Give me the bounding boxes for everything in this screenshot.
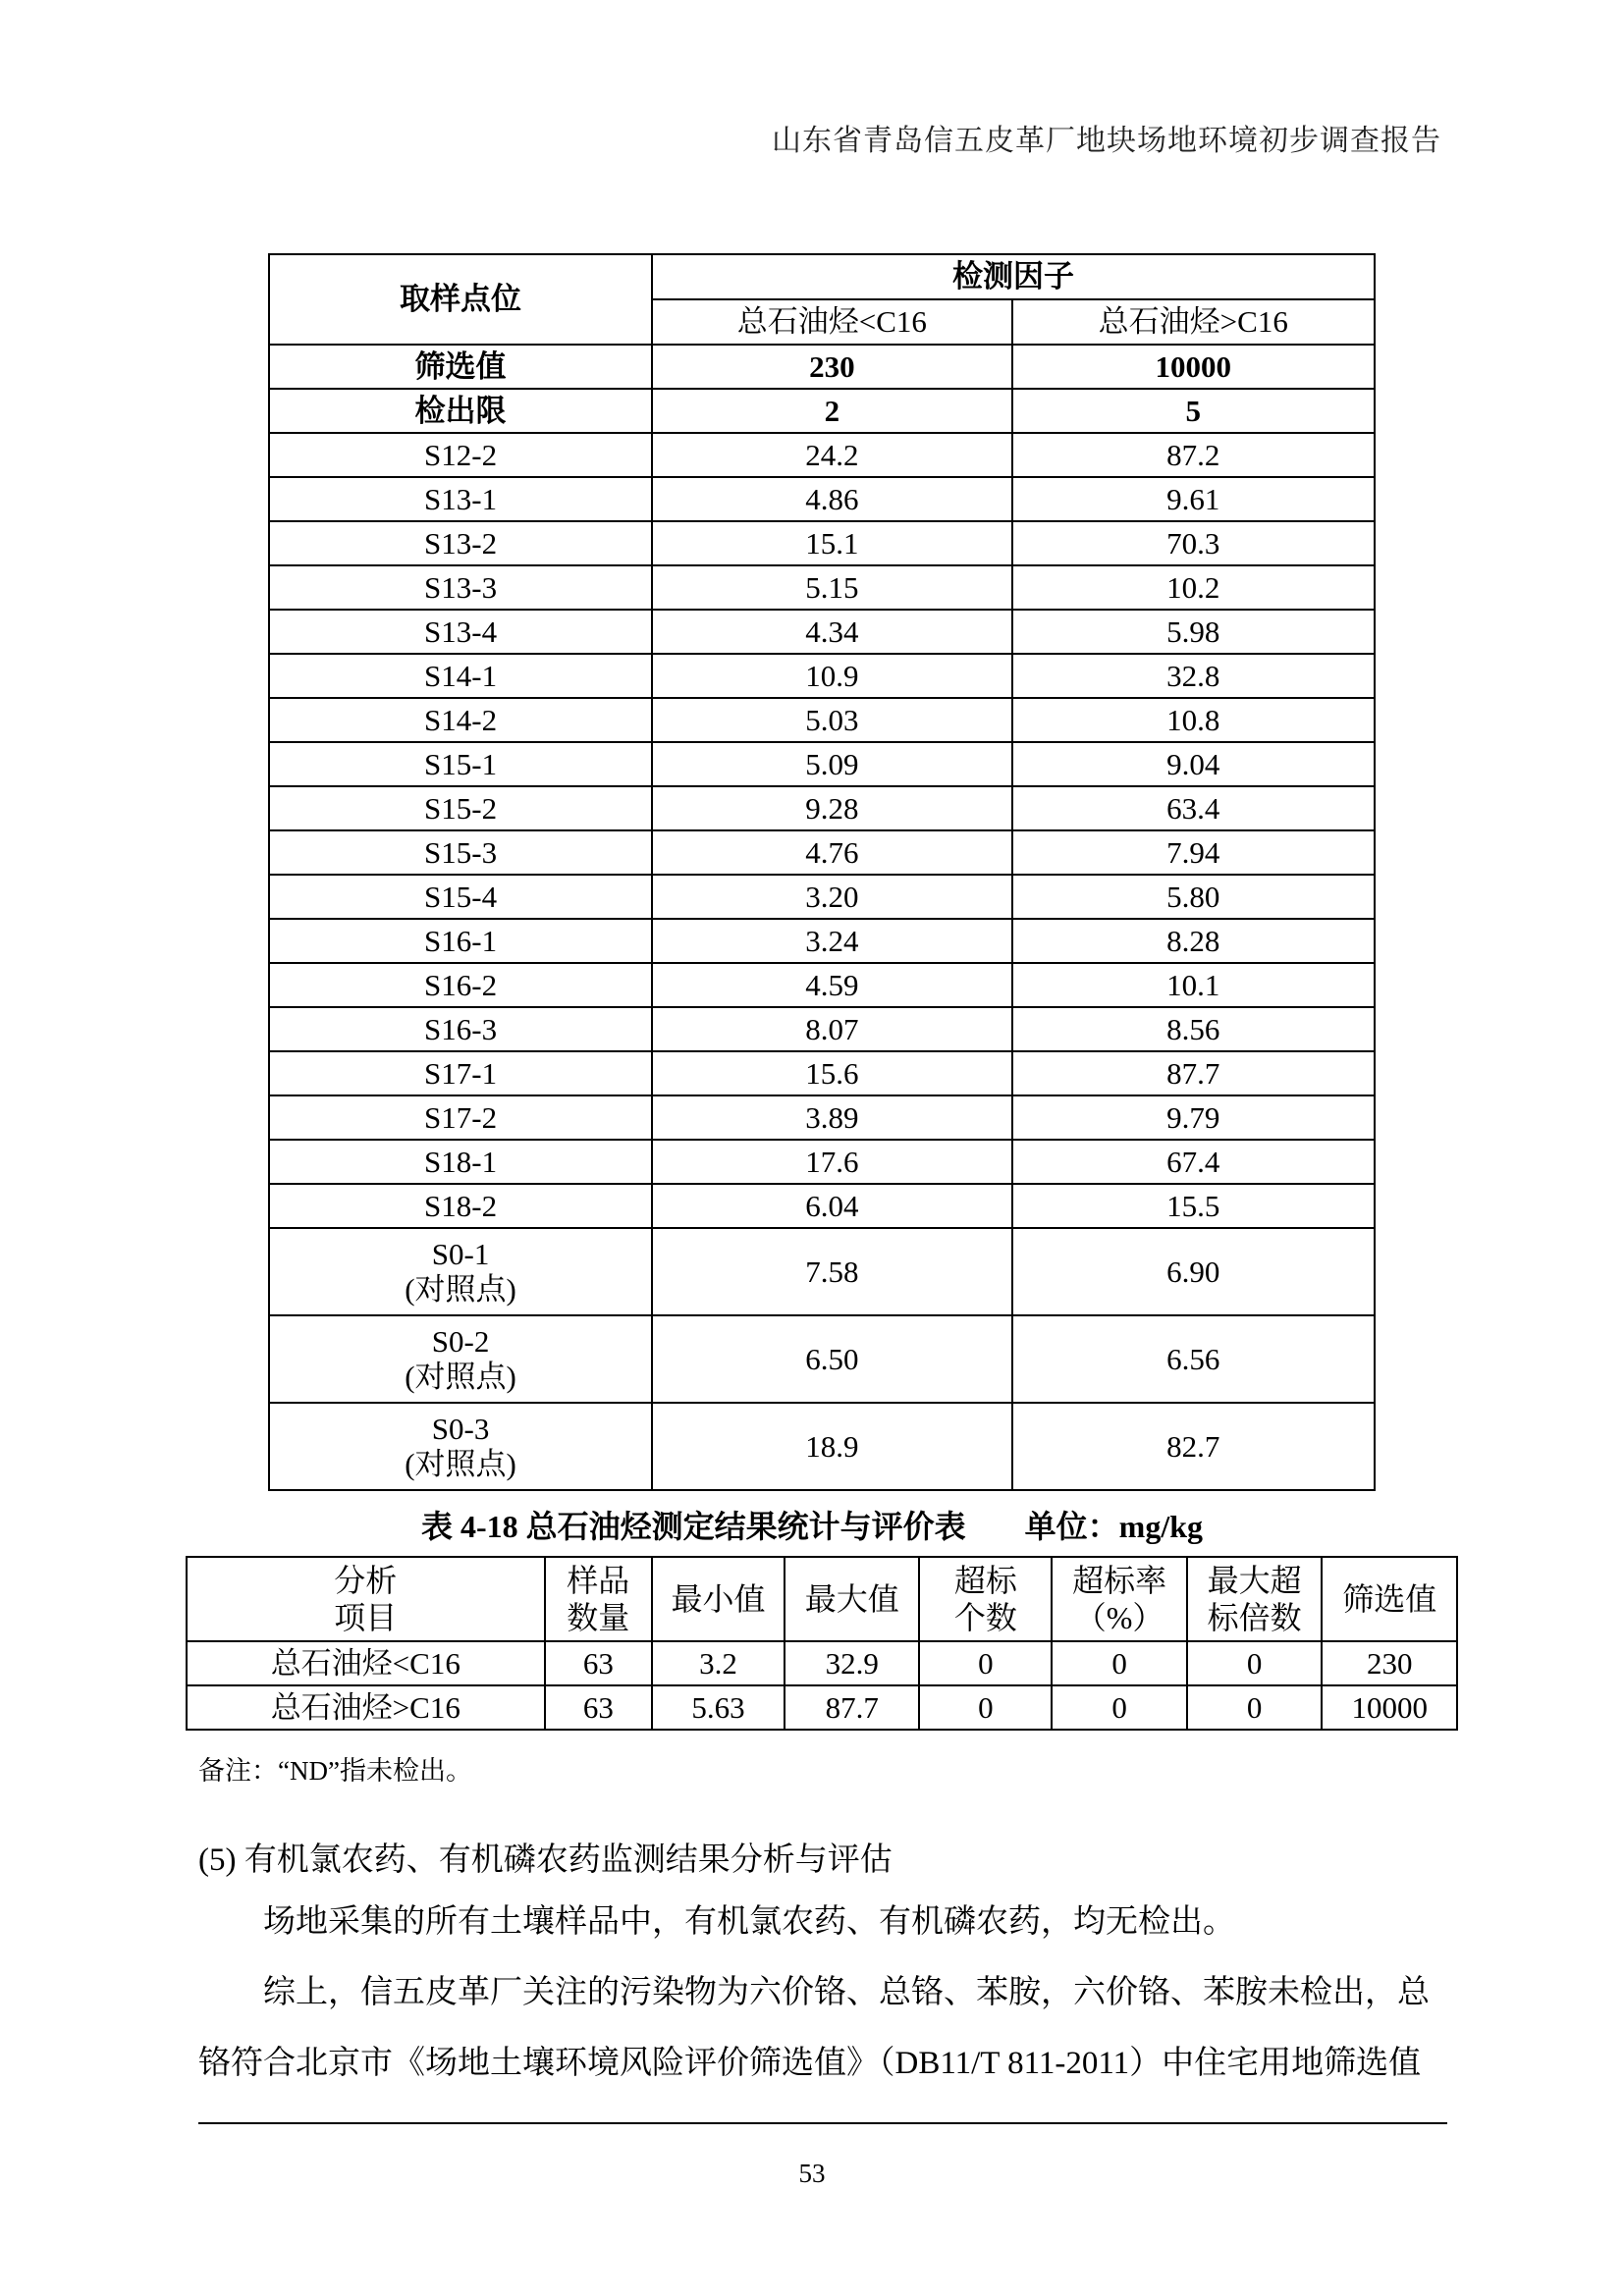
paragraph-2-text: 综上，信五皮革厂关注的污染物为六价铬、总铬、苯胺，六价铬、苯胺未检出，总铬符合北京市《场地土壤环境风险评价筛选值》（DB11/T 811-2011）中住宅用地筛选值 bbox=[198, 1975, 1430, 2081]
statistics-row bbox=[187, 1685, 1457, 1730]
control-point-note: (对照点) bbox=[405, 1359, 516, 1394]
factor-lt-c16-header: 总石油烃<C16 bbox=[652, 299, 1011, 345]
control-point-row bbox=[269, 1228, 1375, 1315]
header-line-1: 样品 bbox=[567, 1563, 630, 1598]
header-line-1: 超标 bbox=[953, 1563, 1017, 1598]
section-heading: (5) 有机氯农药、有机磷农药监测结果分析与评估 bbox=[198, 1842, 893, 1878]
statistics-cell: 63 bbox=[545, 1685, 653, 1730]
table-row bbox=[269, 875, 1375, 919]
statistics-cell: 63 bbox=[545, 1641, 653, 1685]
exceed-rate-header bbox=[1052, 1557, 1187, 1641]
tph-lt-c16-cell: 3.89 bbox=[652, 1095, 1011, 1140]
table-caption-title: 表 4-18 总石油烃测定结果统计与评价表 bbox=[420, 1509, 966, 1544]
sample-point-cell: S16-2 bbox=[269, 963, 652, 1007]
header-line-2: 标倍数 bbox=[1207, 1600, 1302, 1635]
screening-label: 筛选值 bbox=[269, 345, 652, 389]
table-row bbox=[269, 654, 1375, 698]
tph-gt-c16-cell: 6.90 bbox=[1012, 1228, 1375, 1315]
header-line-1: 最小值 bbox=[671, 1581, 766, 1617]
screening-gt-value: 10000 bbox=[1012, 345, 1375, 389]
control-point-id: S0-3 bbox=[431, 1411, 490, 1446]
sample-point-cell: S16-3 bbox=[269, 1007, 652, 1051]
tph-lt-c16-cell: 5.15 bbox=[652, 565, 1011, 610]
table-row bbox=[269, 919, 1375, 963]
tph-lt-c16-cell: 6.04 bbox=[652, 1184, 1011, 1228]
control-point-row bbox=[269, 1403, 1375, 1490]
sample-point-cell: S13-4 bbox=[269, 610, 652, 654]
tph-gt-c16-cell: 67.4 bbox=[1012, 1140, 1375, 1184]
header-line-1: 筛选值 bbox=[1342, 1581, 1437, 1617]
tph-gt-c16-cell: 87.7 bbox=[1012, 1051, 1375, 1095]
header-line-1: 最大值 bbox=[804, 1581, 899, 1617]
tph-gt-c16-cell: 82.7 bbox=[1012, 1403, 1375, 1490]
control-point-note: (对照点) bbox=[405, 1271, 516, 1307]
tph-results-table bbox=[268, 253, 1376, 1491]
table-note: 备注：“ND”指未检出。 bbox=[198, 1756, 472, 1786]
statistics-cell: 0 bbox=[1187, 1685, 1323, 1730]
table-row bbox=[269, 698, 1375, 742]
table-row bbox=[269, 830, 1375, 875]
table-row bbox=[269, 1007, 1375, 1051]
header-line-1: 分析 bbox=[334, 1563, 398, 1598]
statistics-cell: 0 bbox=[919, 1641, 1052, 1685]
tph-gt-c16-cell: 10.8 bbox=[1012, 698, 1375, 742]
tph-lt-c16-cell: 5.03 bbox=[652, 698, 1011, 742]
table-row bbox=[269, 477, 1375, 521]
tph-lt-c16-cell: 3.20 bbox=[652, 875, 1011, 919]
control-point-cell bbox=[269, 1315, 652, 1403]
tph-lt-c16-cell: 7.58 bbox=[652, 1228, 1011, 1315]
statistics-row bbox=[187, 1641, 1457, 1685]
detection-factor-header: 检测因子 bbox=[652, 254, 1375, 299]
tph-lt-c16-cell: 10.9 bbox=[652, 654, 1011, 698]
tph-gt-c16-cell: 7.94 bbox=[1012, 830, 1375, 875]
sample-point-cell: S17-1 bbox=[269, 1051, 652, 1095]
max-exceed-multiple-header bbox=[1187, 1557, 1323, 1641]
sample-point-cell: S17-2 bbox=[269, 1095, 652, 1140]
tph-gt-c16-cell: 70.3 bbox=[1012, 521, 1375, 565]
sample-point-cell: S14-2 bbox=[269, 698, 652, 742]
tph-gt-c16-cell: 9.04 bbox=[1012, 742, 1375, 786]
statistics-cell: 5.63 bbox=[652, 1685, 785, 1730]
control-point-id: S0-2 bbox=[431, 1323, 490, 1359]
table-row bbox=[269, 1095, 1375, 1140]
detection-limit-lt: 2 bbox=[652, 389, 1011, 433]
statistics-cell: 32.9 bbox=[785, 1641, 920, 1685]
control-point-row bbox=[269, 1315, 1375, 1403]
tph-lt-c16-cell: 4.76 bbox=[652, 830, 1011, 875]
statistics-cell: 10000 bbox=[1322, 1685, 1457, 1730]
analysis-item-header bbox=[187, 1557, 545, 1641]
table-header-row bbox=[269, 254, 1375, 299]
sample-point-cell: S13-1 bbox=[269, 477, 652, 521]
report-header-title: 山东省青岛信五皮革厂地块场地环境初步调查报告 bbox=[772, 125, 1441, 157]
sample-point-cell: S13-2 bbox=[269, 521, 652, 565]
table-row bbox=[269, 1140, 1375, 1184]
control-point-note: (对照点) bbox=[405, 1446, 516, 1481]
screening-lt-value: 230 bbox=[652, 345, 1011, 389]
table-row bbox=[269, 565, 1375, 610]
header-line-1: 超标率 bbox=[1072, 1563, 1167, 1598]
paragraph-2 bbox=[198, 1957, 1445, 2099]
tph-gt-c16-cell: 9.61 bbox=[1012, 477, 1375, 521]
max-value-header bbox=[785, 1557, 920, 1641]
tph-gt-c16-cell: 9.79 bbox=[1012, 1095, 1375, 1140]
tph-gt-c16-cell: 87.2 bbox=[1012, 433, 1375, 477]
sample-point-cell: S15-1 bbox=[269, 742, 652, 786]
page-number: 53 bbox=[798, 2159, 826, 2188]
control-point-cell bbox=[269, 1228, 652, 1315]
sample-point-cell: S16-1 bbox=[269, 919, 652, 963]
tph-gt-c16-cell: 8.56 bbox=[1012, 1007, 1375, 1051]
factor-gt-c16-header: 总石油烃>C16 bbox=[1012, 299, 1375, 345]
detection-limit-label: 检出限 bbox=[269, 389, 652, 433]
screening-value-row bbox=[269, 345, 1375, 389]
sample-count-header bbox=[545, 1557, 653, 1641]
statistics-cell: 0 bbox=[1052, 1685, 1187, 1730]
sample-point-cell: S15-4 bbox=[269, 875, 652, 919]
statistics-cell: 总石油烃>C16 bbox=[187, 1685, 545, 1730]
paragraph-1-text: 场地采集的所有土壤样品中，有机氯农药、有机磷农药，均无检出。 bbox=[263, 1904, 1235, 1940]
table-4-18-caption bbox=[0, 1502, 1624, 1547]
table-row bbox=[269, 610, 1375, 654]
header-line-2: 数量 bbox=[567, 1600, 630, 1635]
tph-lt-c16-cell: 4.59 bbox=[652, 963, 1011, 1007]
statistics-cell: 3.2 bbox=[652, 1641, 785, 1685]
tph-gt-c16-cell: 10.2 bbox=[1012, 565, 1375, 610]
table-caption-unit: 单位：mg/kg bbox=[1024, 1509, 1204, 1544]
paragraph-1 bbox=[198, 1887, 1445, 1957]
header-line-1: 最大超 bbox=[1207, 1563, 1302, 1598]
tph-lt-c16-cell: 4.34 bbox=[652, 610, 1011, 654]
sample-point-cell: S18-2 bbox=[269, 1184, 652, 1228]
tph-gt-c16-cell: 5.98 bbox=[1012, 610, 1375, 654]
sample-point-cell: S12-2 bbox=[269, 433, 652, 477]
header-line-2: （%） bbox=[1074, 1600, 1164, 1635]
tph-lt-c16-cell: 24.2 bbox=[652, 433, 1011, 477]
tph-gt-c16-cell: 6.56 bbox=[1012, 1315, 1375, 1403]
tph-lt-c16-cell: 15.6 bbox=[652, 1051, 1011, 1095]
tph-gt-c16-cell: 15.5 bbox=[1012, 1184, 1375, 1228]
tph-lt-c16-cell: 4.86 bbox=[652, 477, 1011, 521]
statistics-cell: 0 bbox=[1187, 1641, 1323, 1685]
tph-statistics-table bbox=[186, 1556, 1458, 1731]
exceed-count-header bbox=[919, 1557, 1052, 1641]
detection-limit-row bbox=[269, 389, 1375, 433]
tph-gt-c16-cell: 63.4 bbox=[1012, 786, 1375, 830]
table-row bbox=[269, 963, 1375, 1007]
statistics-cell: 0 bbox=[1052, 1641, 1187, 1685]
table-row bbox=[269, 1184, 1375, 1228]
sample-point-cell: S13-3 bbox=[269, 565, 652, 610]
sample-point-cell: S18-1 bbox=[269, 1140, 652, 1184]
statistics-cell: 87.7 bbox=[785, 1685, 920, 1730]
control-point-cell bbox=[269, 1403, 652, 1490]
sample-point-header: 取样点位 bbox=[269, 254, 652, 345]
tph-results-body bbox=[269, 254, 1375, 1490]
statistics-header-row bbox=[187, 1557, 1457, 1641]
header-line-2: 项目 bbox=[334, 1600, 398, 1635]
tph-gt-c16-cell: 32.8 bbox=[1012, 654, 1375, 698]
table-row bbox=[269, 521, 1375, 565]
sample-point-cell: S14-1 bbox=[269, 654, 652, 698]
tph-lt-c16-cell: 9.28 bbox=[652, 786, 1011, 830]
tph-lt-c16-cell: 17.6 bbox=[652, 1140, 1011, 1184]
table-row bbox=[269, 786, 1375, 830]
tph-lt-c16-cell: 3.24 bbox=[652, 919, 1011, 963]
tph-lt-c16-cell: 6.50 bbox=[652, 1315, 1011, 1403]
tph-statistics-body bbox=[187, 1557, 1457, 1730]
tph-gt-c16-cell: 10.1 bbox=[1012, 963, 1375, 1007]
tph-lt-c16-cell: 15.1 bbox=[652, 521, 1011, 565]
min-value-header bbox=[652, 1557, 785, 1641]
table-row bbox=[269, 742, 1375, 786]
header-line-2: 个数 bbox=[953, 1600, 1017, 1635]
tph-lt-c16-cell: 8.07 bbox=[652, 1007, 1011, 1051]
footer-rule bbox=[198, 2122, 1447, 2124]
statistics-cell: 230 bbox=[1322, 1641, 1457, 1685]
tph-gt-c16-cell: 5.80 bbox=[1012, 875, 1375, 919]
control-point-id: S0-1 bbox=[431, 1236, 490, 1271]
statistics-cell: 0 bbox=[919, 1685, 1052, 1730]
tph-lt-c16-cell: 5.09 bbox=[652, 742, 1011, 786]
screening-value-header bbox=[1322, 1557, 1457, 1641]
statistics-cell: 总石油烃<C16 bbox=[187, 1641, 545, 1685]
sample-point-cell: S15-2 bbox=[269, 786, 652, 830]
tph-gt-c16-cell: 8.28 bbox=[1012, 919, 1375, 963]
sample-point-cell: S15-3 bbox=[269, 830, 652, 875]
tph-lt-c16-cell: 18.9 bbox=[652, 1403, 1011, 1490]
detection-limit-gt: 5 bbox=[1012, 389, 1375, 433]
table-row bbox=[269, 1051, 1375, 1095]
table-row bbox=[269, 433, 1375, 477]
